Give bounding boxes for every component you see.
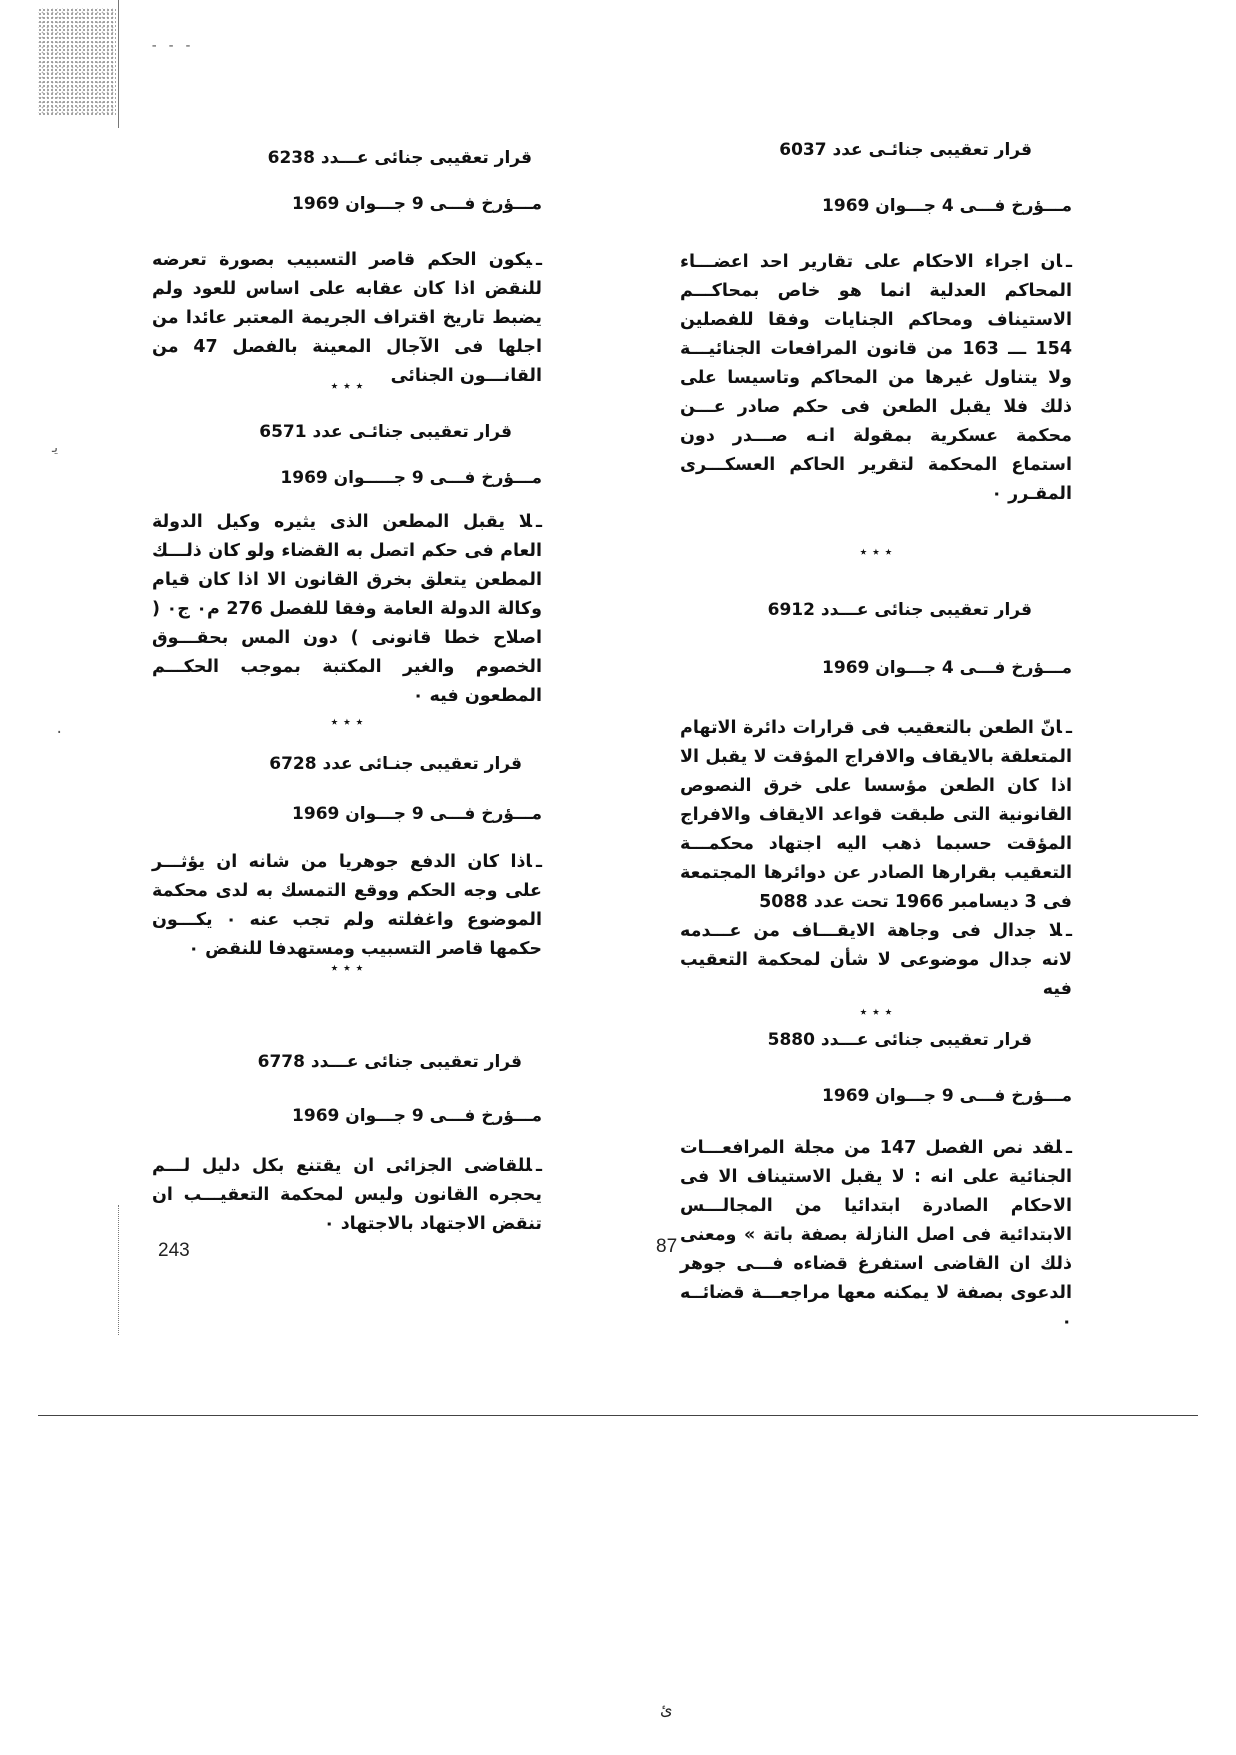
scan-dash-mark: ﯾ (52, 440, 61, 456)
decision-paragraph: ـاذا كان الدفع جوهريا من شانه ان يؤثـــر على وجه الحكم ووقع التمسك به لدى محكمة الموضوع واغفلته ولم تجب عنه ٠ يكـــون حكمها قاصر التسبيب ومستهدفا للنقض ٠ (152, 852, 542, 959)
separator-stars: ٭ ٭ ٭ (859, 1004, 893, 1020)
decision-body (152, 246, 542, 391)
decision-date: مـــؤرخ فـــى 9 جـــــوان 1969 (280, 468, 542, 488)
binding-edge-line (118, 0, 119, 128)
separator-stars: ٭ ٭ ٭ (330, 378, 364, 394)
separator-stars: ٭ ٭ ٭ (859, 544, 893, 560)
decision-date: مـــؤرخ فـــى 4 جـــوان 1969 (822, 196, 1072, 216)
scan-noise-patch (38, 8, 116, 116)
decision-title: قرار تعقيبى جنائى عـــدد 6778 (257, 1052, 522, 1072)
page-number-left: 243 (158, 1240, 190, 1261)
decision-paragraph: ـللقاضى الجزائى ان يقتنع بكل دليل لـــم يحجره القانون وليس لمحكمة التعقيـــب ان تنقض الاجتهاد بالاجتهاد ٠ (152, 1156, 542, 1234)
decision-date: مـــؤرخ فـــى 9 جـــوان 1969 (822, 1086, 1072, 1106)
page-number-center: 87 (656, 1236, 678, 1257)
decision-title: قرار تعقيبى جنـائى عدد 6728 (269, 754, 522, 774)
decision-date: مـــؤرخ فـــى 9 جـــوان 1969 (292, 1106, 542, 1126)
decision-body (152, 508, 542, 711)
decision-title: قرار تعقيبى جنائـى عدد 6037 (779, 140, 1032, 160)
decision-body (680, 248, 1072, 509)
decision-paragraph: ـانّ الطعن بالتعقيب فى قرارات دائرة الاتهام المتعلقة بالايقاف والافراج المؤقت لا يقبل الا اذا كان الطعن مؤسسا على خرق النصوص القانونية التى طبقت قواعد الايقاف والافراج المؤقت حسبما ذهب اليه اجتهاد محكمـــة التعقيب بقرارها الصادر عن دوائرها المجتمعة فى 3 ديسامبر 1966 تحت عدد 5088 (680, 718, 1072, 912)
decision-paragraph: ـلا جدال فى وجاهة الايقـــاف من عـــدمه لانه جدال موضوعى لا شأن لمحكمة التعقيب فيه (680, 921, 1072, 999)
bottom-mark: ئ (660, 1702, 673, 1719)
decision-paragraph: ـان اجراء الاحكام على تقارير احد اعضـــاء المحاكم العدلية انما هو خاص بمحاكـــم الاستيناف ومحاكم الجنايات وفقا للفصلين 154 ـــ 163 من قانون المرافعات الجنائيـــة ولا يتناول غيرها من المحاكم وتاسيسا على ذلك فلا يقبل الطعن فى حكم صادر عـــن محكمة عسكرية بمقولة انـه صـــدر دون استماع المحكمة لتقرير الحاكم العسكـــرى المقـرر ٠ (680, 252, 1072, 504)
decision-body (152, 1152, 542, 1239)
decision-paragraph: ـيكون الحكم قاصر التسبيب بصورة تعرضه للنقض اذا كان عقابه على اساس للعود ولم يضبط تاريخ اقتراف الجريمة المعتبر عائدا من اجلها فى الآجال المعينة بالفصل 47 من القانـــون الجنائى (152, 250, 542, 386)
scan-dash-mark: - - - (150, 38, 193, 54)
decision-title: قرار تعقيبى جنائى عـــدد 6238 (267, 148, 532, 168)
decision-paragraph: ـلقد نص الفصل 147 من مجلة المرافعـــات الجنائية على انه : لا يقبل الاستيناف الا فى الاحكام الصادرة ابتدائيا من المجالـــس الابتدائية فى اصل النازلة بصفة باتة » ومعنى ذلك ان القاضى استفرغ قضاءه فـــى جوهر الدعوى بصفة لا يمكنه معها مراجعـــة قضائــه ٠ (680, 1138, 1072, 1332)
decision-body (680, 714, 1072, 1004)
binding-edge-line-lower (118, 1205, 119, 1335)
separator-stars: ٭ ٭ ٭ (330, 714, 364, 730)
scan-dash-mark: · (55, 725, 64, 741)
decision-date: مـــؤرخ فـــى 4 جـــوان 1969 (822, 658, 1072, 678)
decision-date: مـــؤرخ فـــى 9 جـــوان 1969 (292, 804, 542, 824)
decision-paragraph: ـلا يقبل المطعن الذى يثيره وكيل الدولة العام فى حكم اتصل به القضاء ولو كان ذلـــك المطعن يتعلق بخرق القانون الا اذا كان قيام وكالة الدولة العامة وفقا للفصل 276 م٠ ج٠ ( اصلاح خطا قانونى ) دون المس بحقـــوق الخصوم والغير المكتبة بموجب الحكـــم المطعون فيه ٠ (152, 512, 543, 706)
decision-title: قرار تعقيبى جنائى عـــدد 6912 (767, 600, 1032, 620)
decision-date: مـــؤرخ فـــى 9 جـــوان 1969 (292, 194, 542, 214)
decision-body (680, 1134, 1072, 1337)
separator-stars: ٭ ٭ ٭ (330, 960, 364, 976)
page-bottom-rule (38, 1415, 1198, 1416)
decision-title: قرار تعقيبى جنائـى عدد 6571 (259, 422, 512, 442)
decision-title: قرار تعقيبى جنائى عـــدد 5880 (767, 1030, 1032, 1050)
decision-body (152, 848, 542, 964)
